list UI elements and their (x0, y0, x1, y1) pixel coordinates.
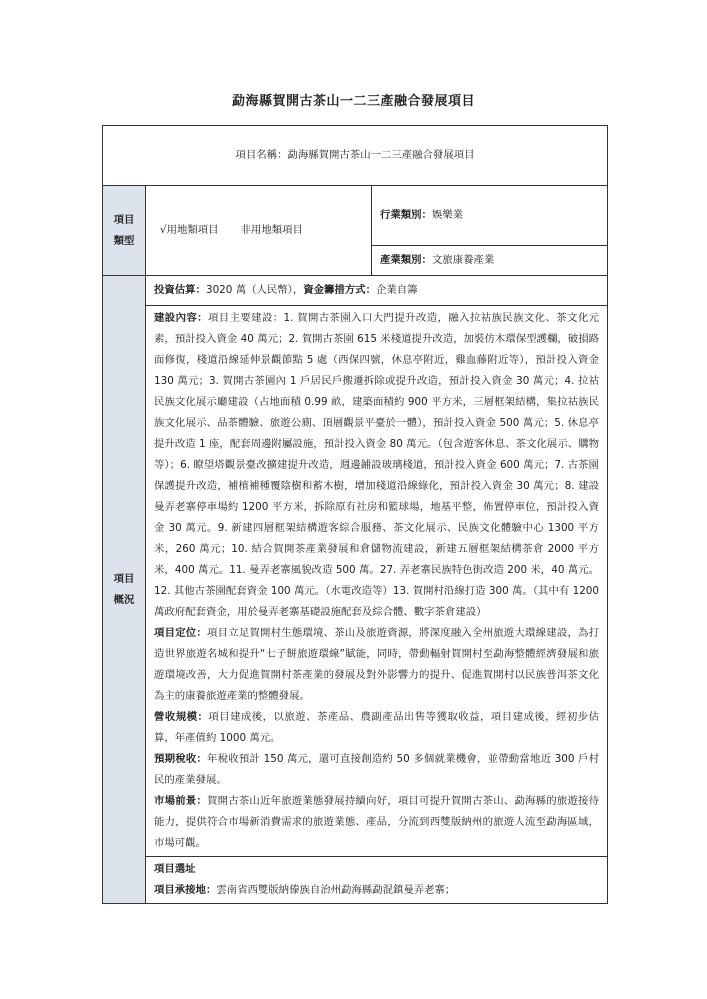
project-name-value: 勐海縣賀開古茶山一二三產融合發展項目 (287, 149, 475, 161)
project-type-row (103, 186, 608, 246)
construction-text: 項目主要建設：1. 賀開古茶園入口大門提升改造，融入拉祜族民族文化、茶文化元素，預計投入資金 40 萬元；2. 賀開古茶園 615 米棧道提升改造，加裝仿木環保型護欄，破損路面修復，棧道沿線延伸景觀節點 5 處（西保四號，休息亭附近，雞血藤附近等），預計投入資金 130 萬元；3. 賀開古茶園內 1 戶居民戶搬遷拆除或提升改造，預計投入資金 30 萬元；4. 拉祜民族文化展示廳建設（占地面積 0.99 畝，建築面積約 900 平方米，三層框架結構，集拉祜族民族文化展示、品茶體驗、旅遊公廁、頂層觀景平臺於一體），預計投入資金 500 萬元；5. 休息亭提升改造 1 座，配套周邊附屬設施，預計投入資金 80 萬元。（包含遊客休息、茶文化展示、購物等）；6. 瞭望塔觀景臺改擴建提升改造，週邊鋪設玻璃棧道，預計投入資金 600 萬元；7. 古茶園保護提升改造，補植補種覆陰樹和蓄木樹，增加棧道沿線綠化，預計投入資金 30 萬元；8. 建設曼弄老寨停車場約 1200 平方米，拆除原有社房和籃球場，地基平整，佈置停車位，預計投入資金 30 萬元。9. 新建四層框架結構遊客綜合服務、茶文化展示、民族文化體驗中心 1300 平方米，260 萬元；10. 結合賀開茶產業發展和倉儲物流建設，新建五層框架結構茶倉 2000 平方米，400 萬元。11. 曼弄老寨風貌改造 500 萬。27. 弄老寨民族特色街改造 200 米，40 萬元。12. 其他古茶園配套資金 100 萬元。（水電改造等）13. 賀開村沿線打造 300 萬。（其中有 1200 萬政府配套資金，用於曼弄老寨基礎設施配套及綜合體、數字茶倉建設） (154, 312, 600, 618)
tax-label: 預期稅收： (154, 753, 208, 765)
location-row (103, 857, 608, 904)
host-line (154, 880, 599, 901)
document-title: 勐海縣賀開古茶山一二三產融合發展項目 (231, 94, 475, 109)
land-use-option-unchecked: 非用地類項目 (240, 224, 303, 236)
location-cell (146, 857, 608, 904)
project-overview-header-line2: 概況 (113, 593, 135, 606)
project-name-label: 項目名稱： (235, 149, 288, 161)
industry-category-cell (372, 186, 608, 246)
host-label: 項目承接地： (154, 884, 217, 896)
investment-label: 投資估算： (154, 284, 206, 296)
investment-cell (146, 276, 608, 306)
revenue-label: 營收規模： (154, 711, 209, 723)
tax-text: 年稅收預計 150 萬元，還可直接創造約 50 多個就業機會，並帶動當地近 300 戶村民的產業發展。 (154, 753, 600, 786)
project-type-header (103, 186, 146, 276)
sector-value: 文旅康養產業 (431, 254, 495, 266)
sector-category-cell (372, 246, 608, 276)
construction-label: 建設內容： (154, 312, 208, 324)
land-use-option-checked: √用地類項目 (160, 224, 219, 236)
funding-label: 資金籌措方式： (303, 284, 376, 296)
revenue-paragraph (154, 707, 599, 749)
sector-label: 產業類別： (380, 254, 432, 266)
project-type-header-line1: 項目 (113, 213, 135, 226)
project-info-table (102, 125, 608, 904)
project-overview-header (103, 276, 146, 904)
project-overview-header-line1: 項目 (113, 572, 135, 585)
funding-value: 企業自籌 (375, 284, 418, 296)
positioning-label: 項目定位： (154, 627, 208, 639)
market-label: 市場前景： (154, 795, 208, 807)
investment-row (103, 276, 608, 306)
revenue-text: 項目建成後，以旅遊、茶產品、農副產品出售等獲取收益，項目建成後，經初步估算，年產值約 1000 萬元。 (154, 711, 600, 744)
market-paragraph (154, 791, 599, 854)
positioning-text: 項目立足賀開村生態環境、茶山及旅遊資源，將深度融入全州旅遊大環線建設，為打造世界旅遊名城和提升“七子餅旅遊環線”賦能，同時，帶動輻射賀開村至勐海整體經濟發展和旅遊環境改善，大力促進賀開村茶產業的發展及對外影響力的提升、促進賀開村以民族普洱茶文化為主的康養旅遊產業的整體發展。 (154, 627, 600, 702)
host-value: 雲南省西雙版納傣族自治州勐海縣勐混鎮曼弄老寨； (216, 884, 456, 896)
tax-paragraph (154, 749, 599, 791)
market-text: 賀開古茶山近年旅遊業態發展持續向好，項目可提升賀開古茶山、勐海縣的旅遊接待能力，提供符合市場新消費需求的旅遊業態、產品，分流到西雙版納州的旅遊人流至勐海區域，市場可觀。 (154, 795, 600, 849)
location-heading: 項目選址 (154, 863, 196, 875)
project-name-row (103, 126, 608, 186)
project-name-cell (103, 126, 608, 186)
industry-label: 行業類別： (380, 209, 432, 221)
investment-value: 3020 萬（人民幣）， (205, 284, 304, 296)
industry-value: 娛樂業 (431, 209, 464, 221)
overview-details-cell (146, 306, 608, 857)
positioning-paragraph (154, 623, 599, 707)
overview-details-row (103, 306, 608, 857)
project-type-header-line2: 類型 (113, 234, 135, 247)
construction-paragraph (154, 308, 599, 623)
land-use-options (146, 186, 372, 276)
